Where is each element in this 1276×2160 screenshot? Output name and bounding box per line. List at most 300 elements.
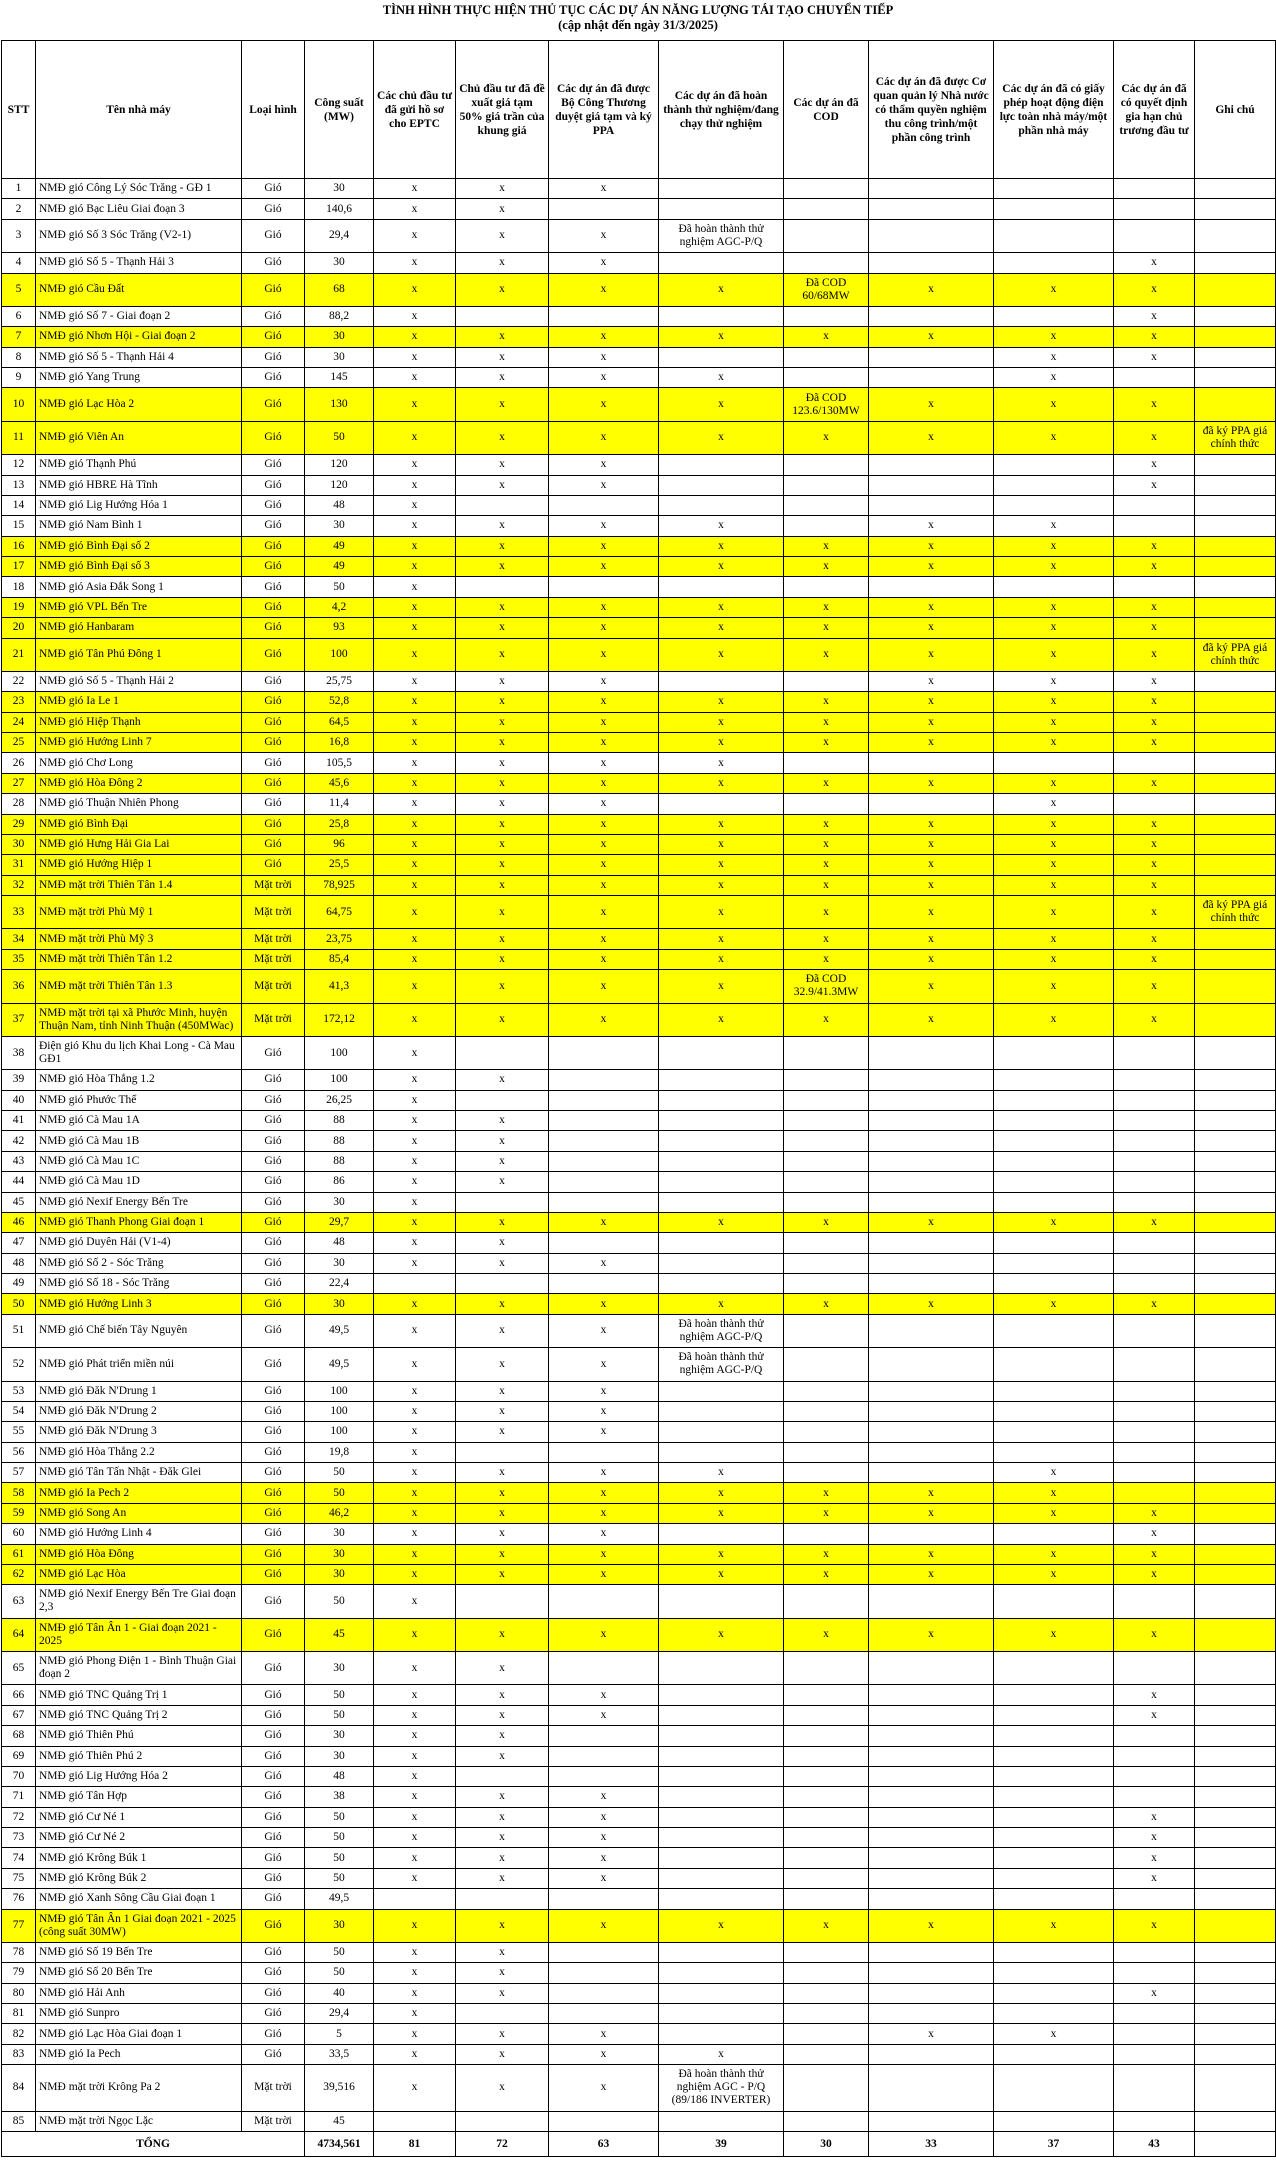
table-cell: NMĐ gió Số 3 Sóc Trăng (V2-1)	[36, 219, 242, 252]
table-cell: Gió	[242, 347, 305, 367]
column-header: Các chủ đầu tư đã gửi hồ sơ cho EPTC	[374, 41, 456, 179]
table-cell: x	[374, 1766, 456, 1786]
table-row	[2, 1524, 1276, 1544]
table-cell	[659, 1172, 784, 1192]
table-cell: 49	[305, 536, 374, 556]
table-cell	[659, 1868, 784, 1888]
table-cell: x	[994, 1909, 1114, 1942]
table-cell: x	[869, 1294, 994, 1314]
table-cell: 11	[2, 421, 36, 454]
table-cell: x	[994, 814, 1114, 834]
table-cell: x	[456, 1172, 549, 1192]
table-cell: x	[374, 597, 456, 617]
table-cell: x	[456, 557, 549, 577]
table-cell	[1195, 1889, 1276, 1909]
table-row	[2, 1381, 1276, 1401]
table-cell	[784, 1685, 869, 1705]
table-row	[2, 733, 1276, 753]
table-cell: 70	[2, 1766, 36, 1786]
table-cell	[994, 199, 1114, 219]
table-cell: x	[784, 692, 869, 712]
table-cell: x	[869, 949, 994, 969]
table-row	[2, 618, 1276, 638]
table-cell: x	[659, 618, 784, 638]
table-cell	[1195, 1828, 1276, 1848]
table-cell	[549, 199, 659, 219]
table-cell	[1195, 1294, 1276, 1314]
table-cell: NMĐ gió Krông Búk 2	[36, 1868, 242, 1888]
table-cell: 73	[2, 1828, 36, 1848]
table-cell	[784, 219, 869, 252]
table-cell	[784, 1585, 869, 1618]
table-cell: x	[1114, 306, 1195, 326]
table-cell: x	[456, 219, 549, 252]
table-cell: x	[456, 2024, 549, 2044]
table-cell: x	[784, 1212, 869, 1232]
table-cell	[994, 1963, 1114, 1983]
table-cell: 50	[305, 1807, 374, 1827]
table-cell: 30	[305, 1253, 374, 1273]
table-cell	[869, 1524, 994, 1544]
table-cell	[869, 1652, 994, 1685]
table-cell: x	[456, 692, 549, 712]
table-cell	[994, 1983, 1114, 2003]
table-cell: x	[1114, 475, 1195, 495]
table-cell	[784, 1652, 869, 1685]
table-cell: x	[549, 773, 659, 793]
table-cell: x	[659, 712, 784, 732]
table-cell: x	[374, 273, 456, 306]
table-cell	[784, 1746, 869, 1766]
table-cell: x	[456, 475, 549, 495]
table-cell	[784, 1787, 869, 1807]
table-cell	[1195, 1585, 1276, 1618]
table-cell: Gió	[242, 1070, 305, 1090]
table-cell	[659, 1726, 784, 1746]
table-cell: 120	[305, 455, 374, 475]
table-cell: Gió	[242, 421, 305, 454]
table-cell: x	[994, 1463, 1114, 1483]
table-cell: x	[1114, 1909, 1195, 1942]
table-cell: 88	[305, 1111, 374, 1131]
table-cell: 76	[2, 1889, 36, 1909]
table-cell: NMĐ mặt trời Ngọc Lặc	[36, 2111, 242, 2131]
table-cell: x	[374, 1848, 456, 1868]
table-cell: 68	[305, 273, 374, 306]
table-row	[2, 1294, 1276, 1314]
table-row	[2, 327, 1276, 347]
table-cell	[869, 1983, 994, 2003]
table-cell: 50	[2, 1294, 36, 1314]
table-cell: 10	[2, 388, 36, 421]
table-cell	[869, 1090, 994, 1110]
table-cell: x	[659, 536, 784, 556]
total-label: TỔNG	[2, 2131, 305, 2156]
table-cell: NMĐ gió Thạnh Phú	[36, 455, 242, 475]
table-cell	[659, 1422, 784, 1442]
table-cell	[1195, 1503, 1276, 1523]
table-cell	[1195, 1618, 1276, 1651]
table-cell: x	[549, 2044, 659, 2064]
table-cell: x	[374, 773, 456, 793]
table-cell	[869, 794, 994, 814]
table-cell: x	[994, 970, 1114, 1003]
table-cell	[659, 1848, 784, 1868]
table-cell: NMĐ mặt trời Thiên Tân 1.4	[36, 875, 242, 895]
table-cell: NMĐ gió Lạc Hòa 2	[36, 388, 242, 421]
table-cell: Gió	[242, 2004, 305, 2024]
table-cell	[1195, 1483, 1276, 1503]
table-cell: x	[374, 1253, 456, 1273]
table-cell: x	[994, 794, 1114, 814]
table-cell	[1195, 671, 1276, 691]
table-cell	[1195, 855, 1276, 875]
table-cell	[1114, 2004, 1195, 2024]
table-cell: x	[994, 1483, 1114, 1503]
table-cell: 30	[305, 1192, 374, 1212]
table-cell: x	[869, 1003, 994, 1036]
table-cell: NMĐ gió Bình Đại số 2	[36, 536, 242, 556]
table-cell	[994, 1807, 1114, 1827]
table-cell: Gió	[242, 475, 305, 495]
table-row	[2, 1889, 1276, 1909]
table-cell: x	[456, 199, 549, 219]
table-cell: x	[1114, 773, 1195, 793]
table-cell: NMĐ gió Tân Hợp	[36, 1787, 242, 1807]
table-cell: x	[784, 1909, 869, 1942]
table-cell: 55	[2, 1422, 36, 1442]
table-cell	[1195, 2065, 1276, 2111]
table-cell: x	[374, 219, 456, 252]
table-cell: Gió	[242, 1909, 305, 1942]
table-cell: x	[549, 1348, 659, 1381]
table-cell: 50	[305, 1685, 374, 1705]
table-cell	[659, 253, 784, 273]
table-cell: x	[549, 1212, 659, 1232]
table-cell	[456, 1192, 549, 1212]
table-cell	[994, 1524, 1114, 1544]
table-row	[2, 1463, 1276, 1483]
table-cell: x	[994, 671, 1114, 691]
table-cell	[659, 1963, 784, 1983]
table-cell: 88,2	[305, 306, 374, 326]
table-cell	[1114, 2024, 1195, 2044]
table-cell: x	[374, 1524, 456, 1544]
table-row	[2, 1848, 1276, 1868]
table-cell: Gió	[242, 306, 305, 326]
table-cell	[784, 2024, 869, 2044]
table-cell	[1195, 327, 1276, 347]
table-cell	[994, 2065, 1114, 2111]
table-cell	[869, 1442, 994, 1462]
table-cell	[456, 1090, 549, 1110]
table-cell: 9	[2, 368, 36, 388]
table-cell	[994, 475, 1114, 495]
table-cell	[994, 455, 1114, 475]
table-cell: x	[869, 2024, 994, 2044]
table-cell: NMĐ mặt trời Phù Mỹ 3	[36, 929, 242, 949]
table-cell	[659, 1787, 784, 1807]
table-cell: 59	[2, 1503, 36, 1523]
table-cell	[1195, 1090, 1276, 1110]
table-cell: 8	[2, 347, 36, 367]
table-cell: x	[374, 1618, 456, 1651]
table-cell	[1195, 1192, 1276, 1212]
table-cell: x	[659, 368, 784, 388]
table-cell: 100	[305, 1401, 374, 1421]
table-cell: NMĐ gió Cà Mau 1B	[36, 1131, 242, 1151]
table-cell	[374, 1274, 456, 1294]
table-cell	[784, 1442, 869, 1462]
table-cell: 30	[305, 1652, 374, 1685]
table-cell: 2	[2, 199, 36, 219]
table-cell: x	[659, 733, 784, 753]
table-cell	[784, 1942, 869, 1962]
table-cell	[1114, 495, 1195, 515]
table-cell	[549, 1151, 659, 1171]
table-cell: x	[456, 970, 549, 1003]
table-cell: 52,8	[305, 692, 374, 712]
table-cell	[374, 2111, 456, 2131]
table-row	[2, 1503, 1276, 1523]
table-cell	[784, 2111, 869, 2131]
table-cell	[1195, 1151, 1276, 1171]
table-cell	[1195, 199, 1276, 219]
table-cell: x	[374, 896, 456, 929]
table-cell: Gió	[242, 1618, 305, 1651]
table-cell: NMĐ mặt trời Krông Pa 2	[36, 2065, 242, 2111]
table-cell: x	[784, 1503, 869, 1523]
table-cell: x	[374, 2044, 456, 2064]
table-cell: x	[659, 753, 784, 773]
table-cell: 14	[2, 495, 36, 515]
table-cell: x	[994, 618, 1114, 638]
table-cell: x	[784, 896, 869, 929]
table-cell: NMĐ gió Hòa Thắng 2.2	[36, 1442, 242, 1462]
table-cell: 40	[305, 1983, 374, 2003]
table-cell	[549, 1274, 659, 1294]
table-cell: 41,3	[305, 970, 374, 1003]
table-row	[2, 1036, 1276, 1069]
table-cell: x	[659, 2044, 784, 2064]
table-cell: x	[1114, 929, 1195, 949]
table-cell: 50	[305, 1483, 374, 1503]
table-cell: Mặt trời	[242, 2065, 305, 2111]
table-cell: Gió	[242, 1422, 305, 1442]
table-cell: x	[456, 1253, 549, 1273]
table-cell	[784, 1348, 869, 1381]
table-cell: 1	[2, 179, 36, 199]
table-cell: NMĐ gió Số 7 - Giai đoạn 2	[36, 306, 242, 326]
table-cell	[1114, 219, 1195, 252]
table-cell	[869, 1807, 994, 1827]
table-cell: x	[549, 896, 659, 929]
table-cell	[1195, 1111, 1276, 1131]
table-cell: Gió	[242, 638, 305, 671]
table-cell: x	[456, 1828, 549, 1848]
table-cell: x	[869, 618, 994, 638]
table-cell	[1195, 1983, 1276, 2003]
table-cell: 140,6	[305, 199, 374, 219]
table-cell: 30	[305, 1726, 374, 1746]
table-row	[2, 638, 1276, 671]
table-cell: x	[1114, 1868, 1195, 1888]
table-cell: x	[374, 368, 456, 388]
table-cell	[659, 1274, 784, 1294]
table-cell: 50	[305, 1705, 374, 1725]
table-cell: x	[549, 1503, 659, 1523]
table-cell: x	[994, 347, 1114, 367]
table-cell: 7	[2, 327, 36, 347]
table-cell: 50	[305, 421, 374, 454]
table-row	[2, 368, 1276, 388]
column-header: Các dự án đã có quyết định gia hạn chủ trương đầu tư	[1114, 41, 1195, 179]
table-cell: x	[374, 1111, 456, 1131]
table-row	[2, 1111, 1276, 1131]
table-row	[2, 1131, 1276, 1151]
table-cell	[1114, 1942, 1195, 1962]
table-cell	[456, 1036, 549, 1069]
table-cell: x	[1114, 1294, 1195, 1314]
table-row	[2, 306, 1276, 326]
table-cell	[1195, 1212, 1276, 1232]
table-cell	[549, 1036, 659, 1069]
table-cell: Đã hoàn thành thử nghiệm AGC - P/Q (89/186 INVERTER)	[659, 2065, 784, 2111]
table-cell	[869, 1942, 994, 1962]
table-cell: x	[374, 1442, 456, 1462]
table-cell	[1195, 1274, 1276, 1294]
table-cell: 30	[305, 1294, 374, 1314]
table-cell: x	[784, 597, 869, 617]
table-cell: x	[994, 1294, 1114, 1314]
table-cell: NMĐ gió Số 19 Bến Tre	[36, 1942, 242, 1962]
table-cell: 88	[305, 1131, 374, 1151]
table-cell	[659, 577, 784, 597]
table-cell: x	[784, 814, 869, 834]
table-cell	[1195, 949, 1276, 969]
table-cell: x	[659, 1212, 784, 1232]
table-cell	[1114, 1233, 1195, 1253]
table-cell: NMĐ gió Chơ Long	[36, 753, 242, 773]
table-cell: x	[784, 875, 869, 895]
table-cell	[1114, 577, 1195, 597]
table-cell: x	[994, 368, 1114, 388]
table-cell: x	[456, 896, 549, 929]
table-cell	[784, 1705, 869, 1725]
table-cell: x	[549, 855, 659, 875]
table-cell: x	[1114, 347, 1195, 367]
table-cell	[659, 2111, 784, 2131]
table-cell: x	[374, 1233, 456, 1253]
table-cell: x	[659, 814, 784, 834]
table-cell	[784, 1111, 869, 1131]
table-cell: 33	[2, 896, 36, 929]
table-cell: x	[994, 692, 1114, 712]
table-cell: Đã hoàn thành thử nghiệm AGC-P/Q	[659, 1348, 784, 1381]
table-cell: NMĐ gió Hòa Thắng 1.2	[36, 1070, 242, 1090]
table-cell: NMĐ gió Asia Đắk Song 1	[36, 577, 242, 597]
table-cell: x	[456, 1111, 549, 1131]
table-cell	[869, 1151, 994, 1171]
table-cell: x	[1114, 692, 1195, 712]
table-cell: x	[1114, 273, 1195, 306]
table-cell: x	[374, 1909, 456, 1942]
table-row	[2, 2004, 1276, 2024]
table-cell: Gió	[242, 1111, 305, 1131]
table-cell: x	[1114, 1503, 1195, 1523]
table-cell	[784, 2065, 869, 2111]
table-cell	[1114, 1726, 1195, 1746]
table-cell: NMĐ gió Hòa Đông	[36, 1544, 242, 1564]
table-cell	[869, 2111, 994, 2131]
table-cell: đã ký PPA giá chính thức	[1195, 638, 1276, 671]
table-cell	[1195, 834, 1276, 854]
table-cell: 30	[305, 1564, 374, 1584]
column-header: Tên nhà máy	[36, 41, 242, 179]
table-cell	[869, 199, 994, 219]
table-cell	[1114, 368, 1195, 388]
table-cell: x	[994, 896, 1114, 929]
table-cell: x	[456, 1868, 549, 1888]
table-cell: 130	[305, 388, 374, 421]
table-cell	[1114, 1787, 1195, 1807]
table-cell	[994, 1868, 1114, 1888]
table-cell	[994, 1348, 1114, 1381]
table-cell: x	[374, 753, 456, 773]
table-cell: NMĐ gió Thanh Phong Giai đoạn 1	[36, 1212, 242, 1232]
table-row	[2, 2111, 1276, 2131]
table-cell: 30	[305, 516, 374, 536]
table-cell: x	[659, 421, 784, 454]
table-cell	[994, 1314, 1114, 1347]
table-cell: Gió	[242, 199, 305, 219]
table-cell: 38	[305, 1787, 374, 1807]
table-cell	[1114, 1274, 1195, 1294]
table-cell: x	[1114, 712, 1195, 732]
table-cell	[869, 1401, 994, 1421]
table-cell: x	[374, 794, 456, 814]
table-cell	[784, 1828, 869, 1848]
table-cell: x	[784, 1564, 869, 1584]
table-cell: x	[994, 327, 1114, 347]
table-cell	[869, 1192, 994, 1212]
table-cell: x	[784, 949, 869, 969]
table-cell: NMĐ gió Nhơn Hội - Giai đoạn 2	[36, 327, 242, 347]
table-cell: x	[659, 388, 784, 421]
table-cell: x	[1114, 1983, 1195, 2003]
table-cell	[869, 475, 994, 495]
table-cell: x	[374, 1192, 456, 1212]
table-cell: x	[374, 557, 456, 577]
table-cell	[1114, 1253, 1195, 1273]
table-cell: 29,4	[305, 2004, 374, 2024]
table-cell: x	[869, 273, 994, 306]
table-cell: x	[549, 618, 659, 638]
table-cell: x	[869, 327, 994, 347]
table-cell: x	[456, 618, 549, 638]
table-cell: 64	[2, 1618, 36, 1651]
table-row	[2, 1192, 1276, 1212]
table-cell: x	[994, 1564, 1114, 1584]
table-cell: x	[1114, 253, 1195, 273]
table-cell	[1195, 618, 1276, 638]
table-cell: 30	[2, 834, 36, 854]
table-cell	[784, 1172, 869, 1192]
table-cell: Gió	[242, 1401, 305, 1421]
table-cell	[1195, 306, 1276, 326]
table-cell	[1114, 2065, 1195, 2111]
table-cell	[1195, 1381, 1276, 1401]
